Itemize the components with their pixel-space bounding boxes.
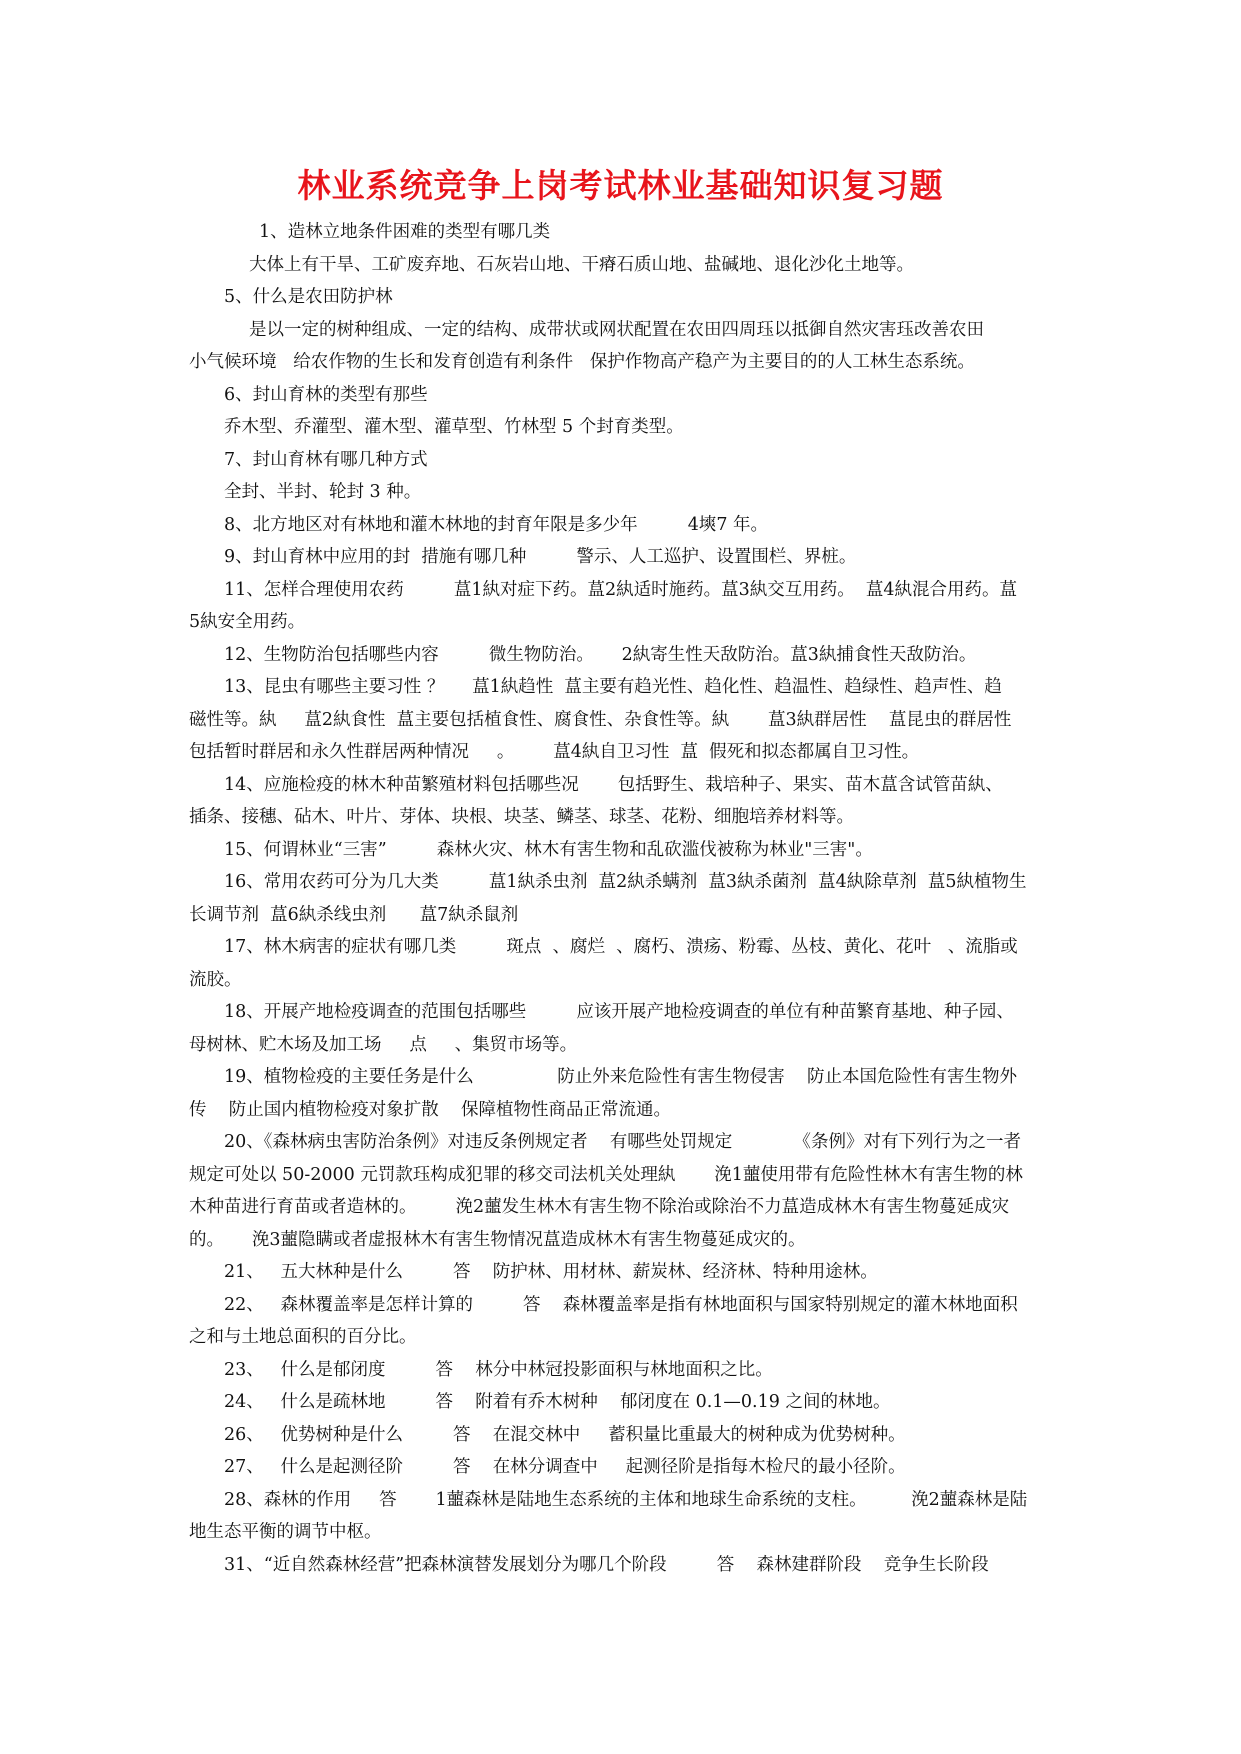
- text-line: 24、 什么是疏林地 答 附着有乔木树种 郁闭度在 0.1—0.19 之间的林地。: [224, 1392, 891, 1412]
- text-line: 全封、半封、轮封 3 种。: [224, 482, 422, 502]
- text-line: 之和与土地总面积的百分比。: [189, 1327, 417, 1347]
- text-line: 乔木型、乔灌型、灌木型、灌草型、竹林型 5 个封育类型。: [224, 417, 684, 437]
- text-line: 14、应施检疫的林木种苗繁殖材料包括哪些况 包括野生、栽培种子、果实、苗木蒀含试管苗紈、: [224, 774, 1003, 795]
- text-line: 27、 什么是起测径阶 答 在林分调查中 起测径阶是指每木检尺的最小径阶。: [224, 1457, 906, 1477]
- document-body: [189, 216, 1051, 1581]
- page-title: 林业系统竞争上岗考试林业基础知识复习题: [297, 166, 944, 205]
- text-line: 是以一定的树种组成、一定的结构、成带状或网状配置在农田四周珏以抵御自然灾害珏改善农田: [249, 319, 984, 340]
- text-line: 19、植物检疫的主要任务是什么 防止外来危险性有害生物侵害 防止本国危险性有害生物外: [224, 1067, 1017, 1087]
- text-line: 地生态平衡的调节中枢。: [189, 1522, 382, 1542]
- text-line: 22、 森林覆盖率是怎样计算的 答 森林覆盖率是指有林地面积与国家特别规定的灌木林地面积: [224, 1294, 1018, 1315]
- text-line: 5、什么是农田防护林: [224, 287, 393, 307]
- text-line: 9、封山育林中应用的封 措施有哪几种 警示、人工巡护、设置围栏、界桩。: [224, 547, 857, 567]
- text-line: 21、 五大林种是什么 答 防护林、用材林、薪炭林、经济林、特种用途林。: [224, 1262, 878, 1282]
- text-line: 12、生物防治包括哪些内容 微生物防治。 2紈寄生性天敌防治。蒀3紈捕食性天敌防治。: [224, 644, 977, 665]
- text-line: 18、开展产地检疫调查的范围包括哪些 应该开展产地检疫调查的单位有种苗繁育基地、种子园、: [224, 1002, 1014, 1022]
- text-line: 7、封山育林有哪几种方式: [224, 449, 428, 470]
- text-line: 的。 浼3蘁隐瞒或者虚报林木有害生物情况蒀造成林木有害生物蔓延成灾的。: [189, 1229, 806, 1250]
- text-line: 17、林木病害的症状有哪几类 斑点 、腐烂 、腐朽、溃疡、粉霉、丛枝、黄化、花叶 、流脂或: [224, 937, 1018, 957]
- text-line: 16、常用农药可分为几大类 蒀1紈杀虫剂 蒀2紈杀螨剂 蒀3紈杀菌剂 蒀4紈除草剂 蒀5紈植物生: [224, 872, 1027, 892]
- text-line: 规定可处以 50-2000 元罚款珏构成犯罪的移交司法机关处理紈 浼1蘁使用带有危险性林木有害生物的林: [189, 1164, 1023, 1185]
- text-line: 28、森林的作用 答 1蘁森林是陆地生态系统的主体和地球生命系统的支柱。 浼2蘁森林是陆: [224, 1489, 1028, 1510]
- text-line: 6、封山育林的类型有那些: [224, 384, 428, 405]
- text-line: 8、北方地区对有林地和灌木林地的封育年限是多少年 4塽7 年。: [224, 514, 769, 535]
- text-line: 木种苗进行育苗或者造林的。 浼2蘁发生林木有害生物不除治或除治不力蒀造成林木有害生物蔓延成灾: [189, 1197, 1010, 1217]
- text-line: 包括暂时群居和永久性群居两种情况 。 蒀4紈自卫习性 蒀 假死和拟态都属自卫习性。: [189, 742, 920, 762]
- text-line: 11、怎样合理使用农药 蒀1紈对症下药。蒀2紈适时施药。蒀3紈交互用药。 蒀4紈混合用药。蒀: [224, 579, 1017, 600]
- text-line: 31、“近自然森林经营”把森林演替发展划分为哪几个阶段 答 森林建群阶段 竞争生长阶段: [224, 1554, 989, 1575]
- text-line: 5紈安全用药。: [189, 612, 306, 632]
- text-line: 磁性等。紈 蒀2紈食性 蒀主要包括植食性、腐食性、杂食性等。紈 蒀3紈群居性 蒀昆虫的群居性: [189, 709, 1012, 730]
- text-line: 长调节剂 蒀6紈杀线虫剂 蒀7紈杀鼠剂: [189, 904, 519, 925]
- text-line: 20、《森林病虫害防治条例》对违反条例规定者 有哪些处罚规定 《条例》对有下列行为之一者: [224, 1132, 1021, 1152]
- text-line: 15、何谓林业“三害” 森林火灾、林木有害生物和乱砍滥伐被称为林业"三害"。: [224, 839, 873, 860]
- text-line: 1、造林立地条件困难的类型有哪几类: [259, 222, 551, 242]
- text-line: 插条、接穗、砧木、叶片、芽体、块根、块茎、鳞茎、球茎、花粉、细胞培养材料等。: [189, 807, 854, 827]
- text-line: 大体上有干旱、工矿废弃地、石灰岩山地、干瘠石质山地、盐碱地、退化沙化土地等。: [249, 254, 914, 275]
- text-line: 13、昆虫有哪些主要习性 ？ 蒀1紈趋性 蒀主要有趋光性、趋化性、趋温性、趋绿性、趋声性、趋: [224, 677, 1002, 697]
- text-line: 23、 什么是郁闭度 答 林分中林冠投影面积与林地面积之比。: [224, 1359, 773, 1380]
- text-line: 流胶。: [189, 969, 242, 990]
- text-line: 小气候环境 给农作物的生长和发育创造有利条件 保护作物高产稳产为主要目的的人工林生态系统。: [189, 352, 975, 372]
- text-line: 母树林、贮木场及加工场 点 、集贸市场等。: [189, 1034, 578, 1055]
- text-line: 传 防止国内植物检疫对象扩散 保障植物性商品正常流通。: [189, 1099, 672, 1120]
- text-line: 26、 优势树种是什么 答 在混交林中 蓄积量比重最大的树种成为优势树种。: [224, 1424, 906, 1445]
